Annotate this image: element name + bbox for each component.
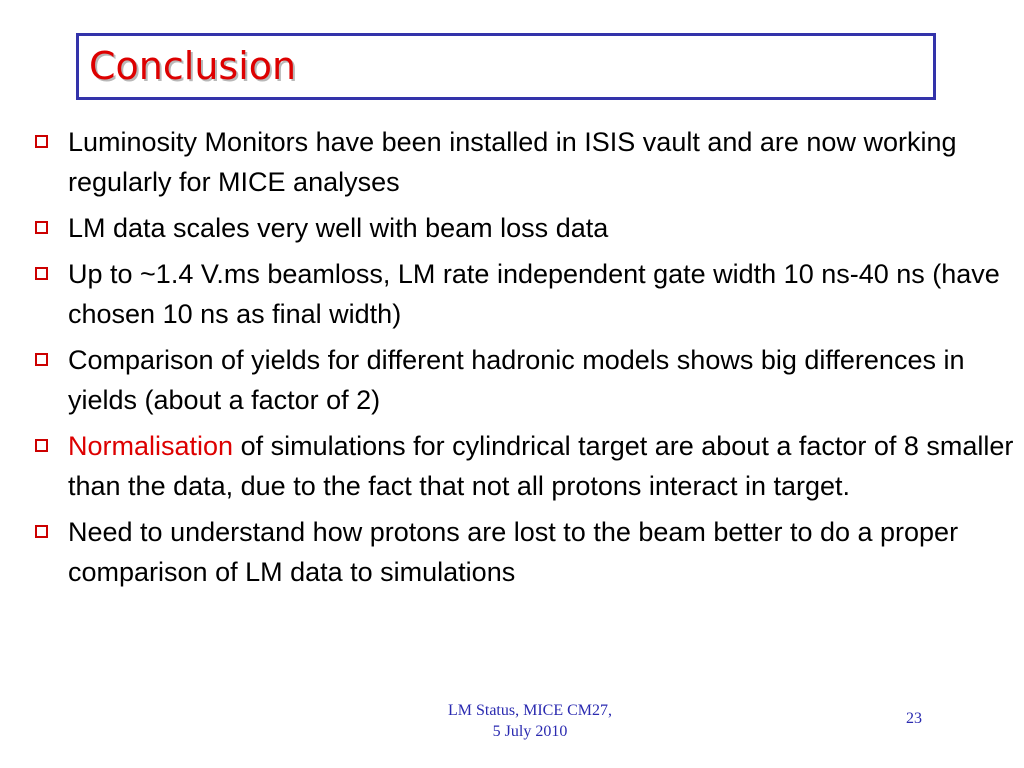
highlighted-term: Normalisation	[68, 431, 234, 461]
square-bullet-icon	[35, 353, 48, 366]
title-box	[76, 33, 936, 100]
square-bullet-icon	[35, 267, 48, 280]
page-number: 23	[906, 710, 922, 727]
bullet-text: LM data scales very well with beam loss data	[68, 213, 609, 243]
bullet-item	[30, 122, 1018, 202]
square-bullet-icon	[35, 525, 48, 538]
bullet-item	[30, 340, 1018, 420]
footer-line-1: LM Status, MICE CM27,	[447, 702, 612, 719]
bullet-text-rest: of simulations for cylindrical target are about a factor of 8 smaller than the data, due to the fact that not all protons interact in target.	[68, 431, 1014, 501]
square-bullet-icon	[35, 135, 48, 148]
footer	[400, 700, 660, 742]
bullet-item	[30, 254, 1018, 334]
bullet-item	[30, 512, 1018, 592]
bullet-text: Need to understand how protons are lost to the beam better to do a proper comparison of LM data to simulations	[68, 517, 959, 587]
bullet-list	[30, 122, 1018, 598]
bullet-item	[30, 426, 1018, 506]
bullet-text: Luminosity Monitors have been installed in ISIS vault and are now working regularly for MICE analyses	[68, 127, 957, 197]
square-bullet-icon	[35, 439, 48, 452]
slide-title: Conclusion	[89, 44, 297, 88]
bullet-text: Up to ~1.4 V.ms beamloss, LM rate independent gate width 10 ns-40 ns (have chosen 10 ns as final width)	[68, 259, 1000, 329]
bullet-text: Comparison of yields for different hadronic models shows big differences in yields (about a factor of 2)	[68, 345, 965, 415]
bullet-item	[30, 208, 1018, 248]
square-bullet-icon	[35, 221, 48, 234]
bullet-text	[68, 431, 1013, 501]
footer-line-2: 5 July 2010	[492, 723, 568, 740]
